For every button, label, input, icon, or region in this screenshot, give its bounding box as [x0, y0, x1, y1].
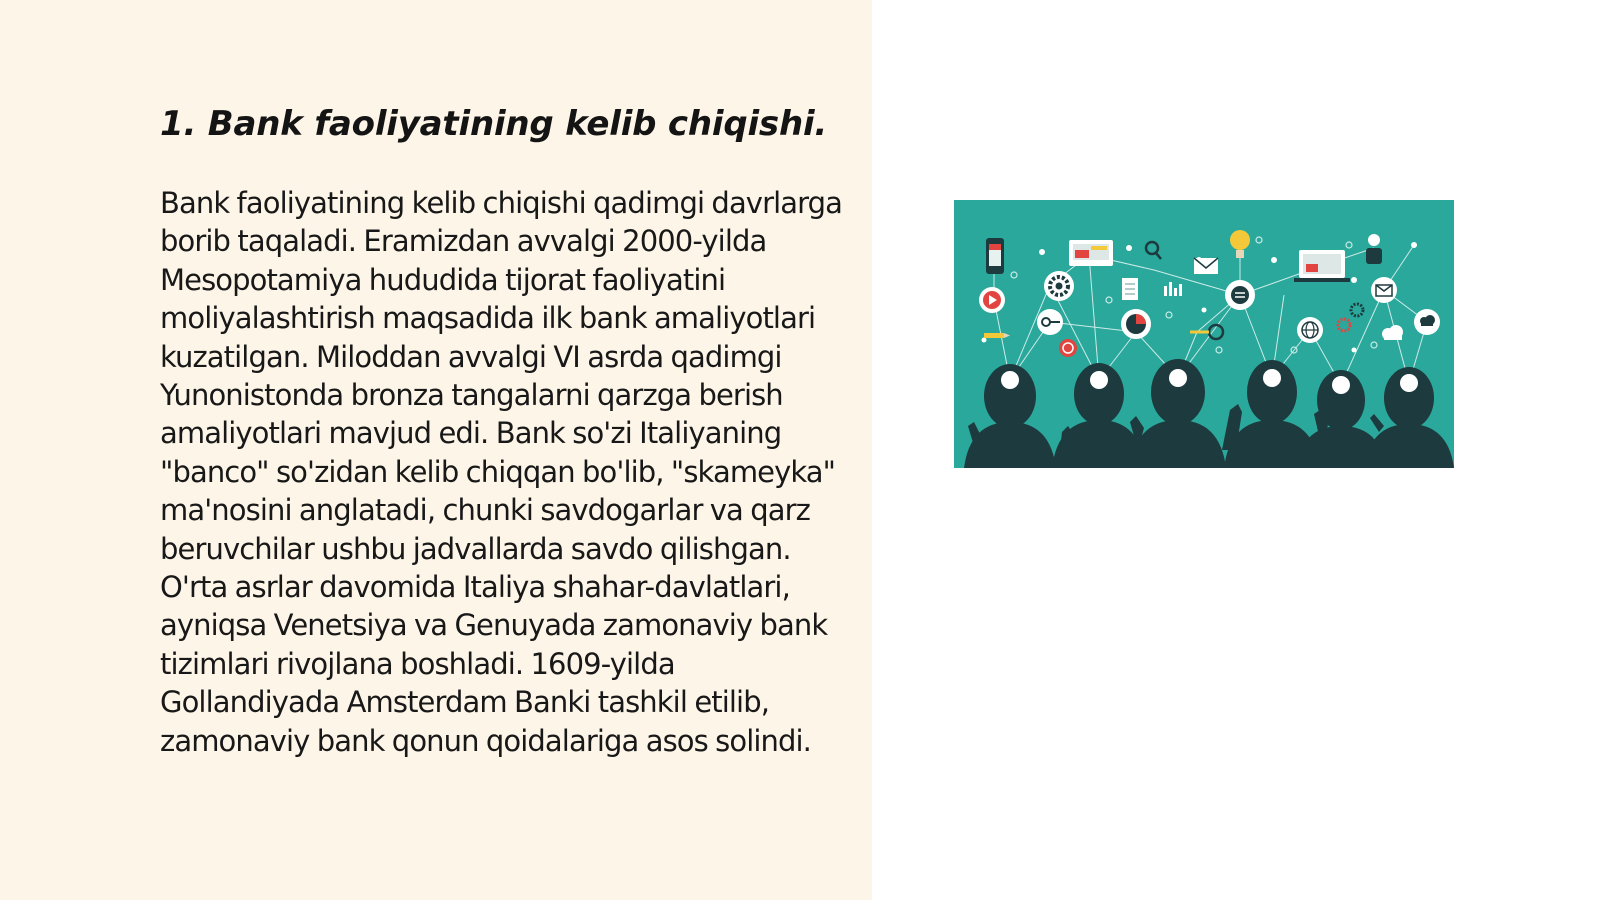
envelope-icon [1194, 258, 1218, 274]
network-people-illustration [953, 200, 1455, 468]
cloud-icon-2 [1414, 309, 1440, 335]
key-icon [1037, 309, 1063, 335]
gear-icon [1044, 271, 1074, 301]
globe-icon [1297, 317, 1323, 343]
chat-bubble-icon [1225, 280, 1255, 310]
envelope-icon-2 [1371, 277, 1397, 303]
laptop-icon [1294, 250, 1350, 282]
target-icon [1059, 339, 1077, 357]
slide-body-text: Bank faoliyatining kelib chiqishi qadimgi davrlarga borib taqaladi. Eramizdan avvalgi 2000-yilda Mesopotamiya hududida tijorat faoliyatini moliyalashtirish maqsadida ilk bank amaliyotlari kuzatilgan. Miloddan avvalgi VI asrda qadimgi Yunonistonda bronza tangalarni qarzga berish amaliyotlari mavjud edi. Bank so'zi Italiyaning "banco" so'zidan kelib chiqqan bo'lib, "skameyka" ma'nosini anglatadi, chunki savdogarlar va qarz beruvchilar ushbu jadvallarda savdo qilishgan. O'rta asrlar davomida Italiya shahar-davlatlari, ayniqsa Venetsiya va Genuyada zamonaviy bank tizimlari rivojlana boshladi. 1609-yilda Gollandiyada Amsterdam Banki tashkil etilib, zamonaviy bank qonun qoidalariga asos solindi. [160, 186, 843, 758]
pie-chart-icon [1121, 309, 1151, 339]
monitor-icon [1069, 240, 1113, 266]
play-button-icon [979, 287, 1005, 313]
document-icon [1122, 278, 1138, 300]
person-icon [1366, 234, 1382, 264]
slide-title: 1. Bank faoliyatining kelib chiqishi. [160, 104, 828, 144]
phone-icon [986, 238, 1004, 274]
